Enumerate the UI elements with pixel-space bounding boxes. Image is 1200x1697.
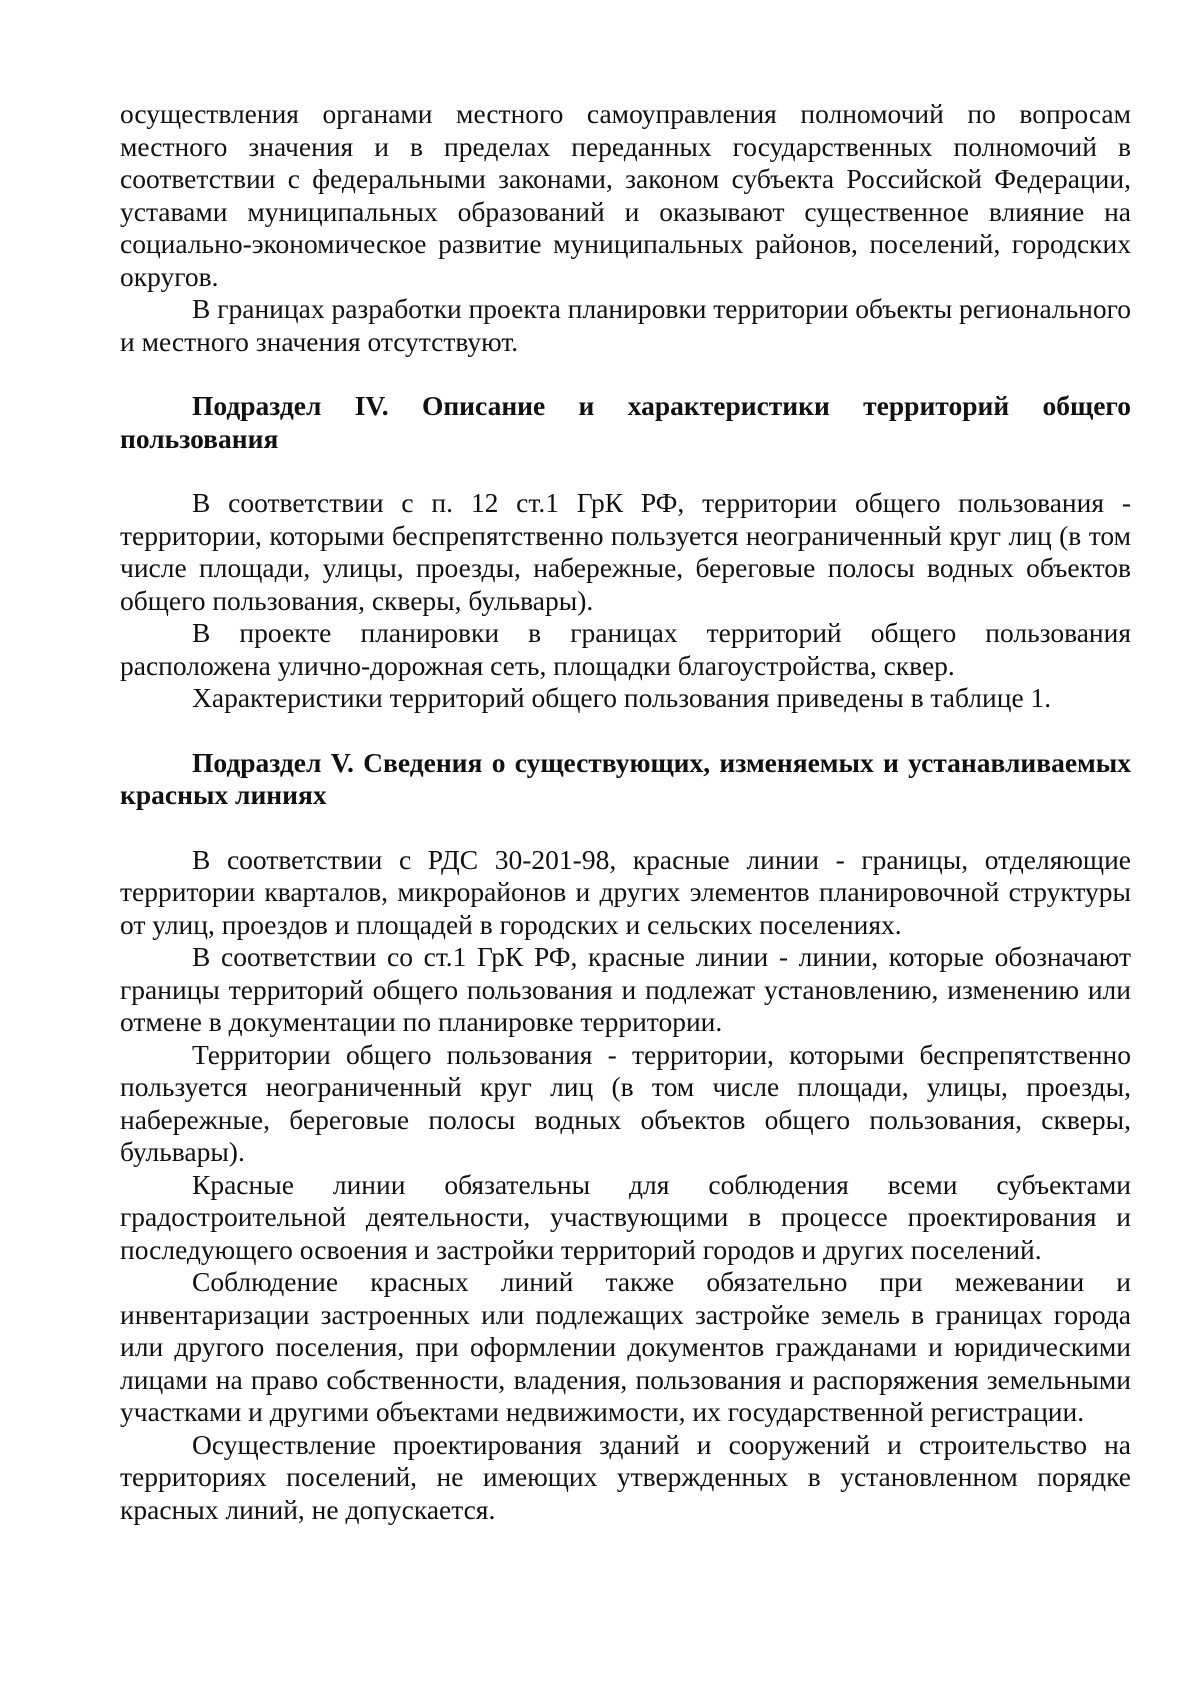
section-5-heading: Подраздел V. Сведения о существующих, изменяемых и устанавливаемых красных линиях [120, 746, 1131, 810]
section-4-paragraph-2: В проекте планировки в границах территорий общего пользования расположена улично-дорожная сеть, площадки благоустройства, сквер. [120, 617, 1131, 681]
intro-paragraph-regional-objects: В границах разработки проекта планировки территории объекты регионального и местного значения отсутствуют. [120, 293, 1131, 357]
section-4-paragraph-3: Характеристики территорий общего пользования приведены в таблице 1. [192, 682, 1052, 713]
section-4-paragraph-1: В соответствии с п. 12 ст.1 ГрК РФ, территории общего пользования - территории, которыми беспрепятственно пользуется неограниченный круг лиц (в том числе площади, улицы, проезды, набережные, береговые полосы водных объектов общего пользования, скверы, бульвары). [120, 487, 1131, 616]
document-page [120, 98, 1131, 1526]
section-4-heading: Подраздел IV. Описание и характеристики территорий общего пользования [120, 390, 1131, 454]
section-5-paragraph-5: Соблюдение красных линий также обязательно при межевании и инвентаризации застроенных или подлежащих застройке земель в границах города или другого поселения, при оформлении документов гражданами и юридическими лицами на право собственности, владения, пользования и распоряжения земельными участками и другими объектами недвижимости, их государственной регистрации. [120, 1266, 1131, 1427]
section-5-paragraph-4: Красные линии обязательны для соблюдения всеми субъектами градостроительной деятельности, участвующими в процессе проектирования и последующего освоения и застройки территорий городов и других поселений. [120, 1168, 1131, 1265]
section-5-paragraph-2: В соответствии со ст.1 ГрК РФ, красные линии - линии, которые обозначают границы территорий общего пользования и подлежат установлению, изменению или отмене в документации по планировке территории. [120, 941, 1131, 1037]
intro-paragraph-continuation: осуществления органами местного самоуправления полномочий по вопросам местного значения и в пределах переданных государственных полномочий в соответствии с федеральными законами, законом субъекта Российской Федерации, уставами муниципальных образований и оказывают существенное влияние на социально-экономическое развитие муниципальных районов, поселений, городских округов. [120, 98, 1131, 292]
section-5-paragraph-1: В соответствии с РДС 30-201-98, красные линии - границы, отделяющие территории кварталов, микрорайонов и других элементов планировочной структуры от улиц, проездов и площадей в городских и сельских поселениях. [120, 843, 1131, 940]
section-5-paragraph-6: Осуществление проектирования зданий и сооружений и строительство на территориях поселений, не имеющих утвержденных в установленном порядке красных линий, не допускается. [120, 1428, 1131, 1525]
section-5-paragraph-3: Территории общего пользования - территории, которыми беспрепятственно пользуется неограниченный круг лиц (в том числе площади, улицы, проезды, набережные, береговые полосы водных объектов общего пользования, скверы, бульвары). [120, 1038, 1131, 1167]
